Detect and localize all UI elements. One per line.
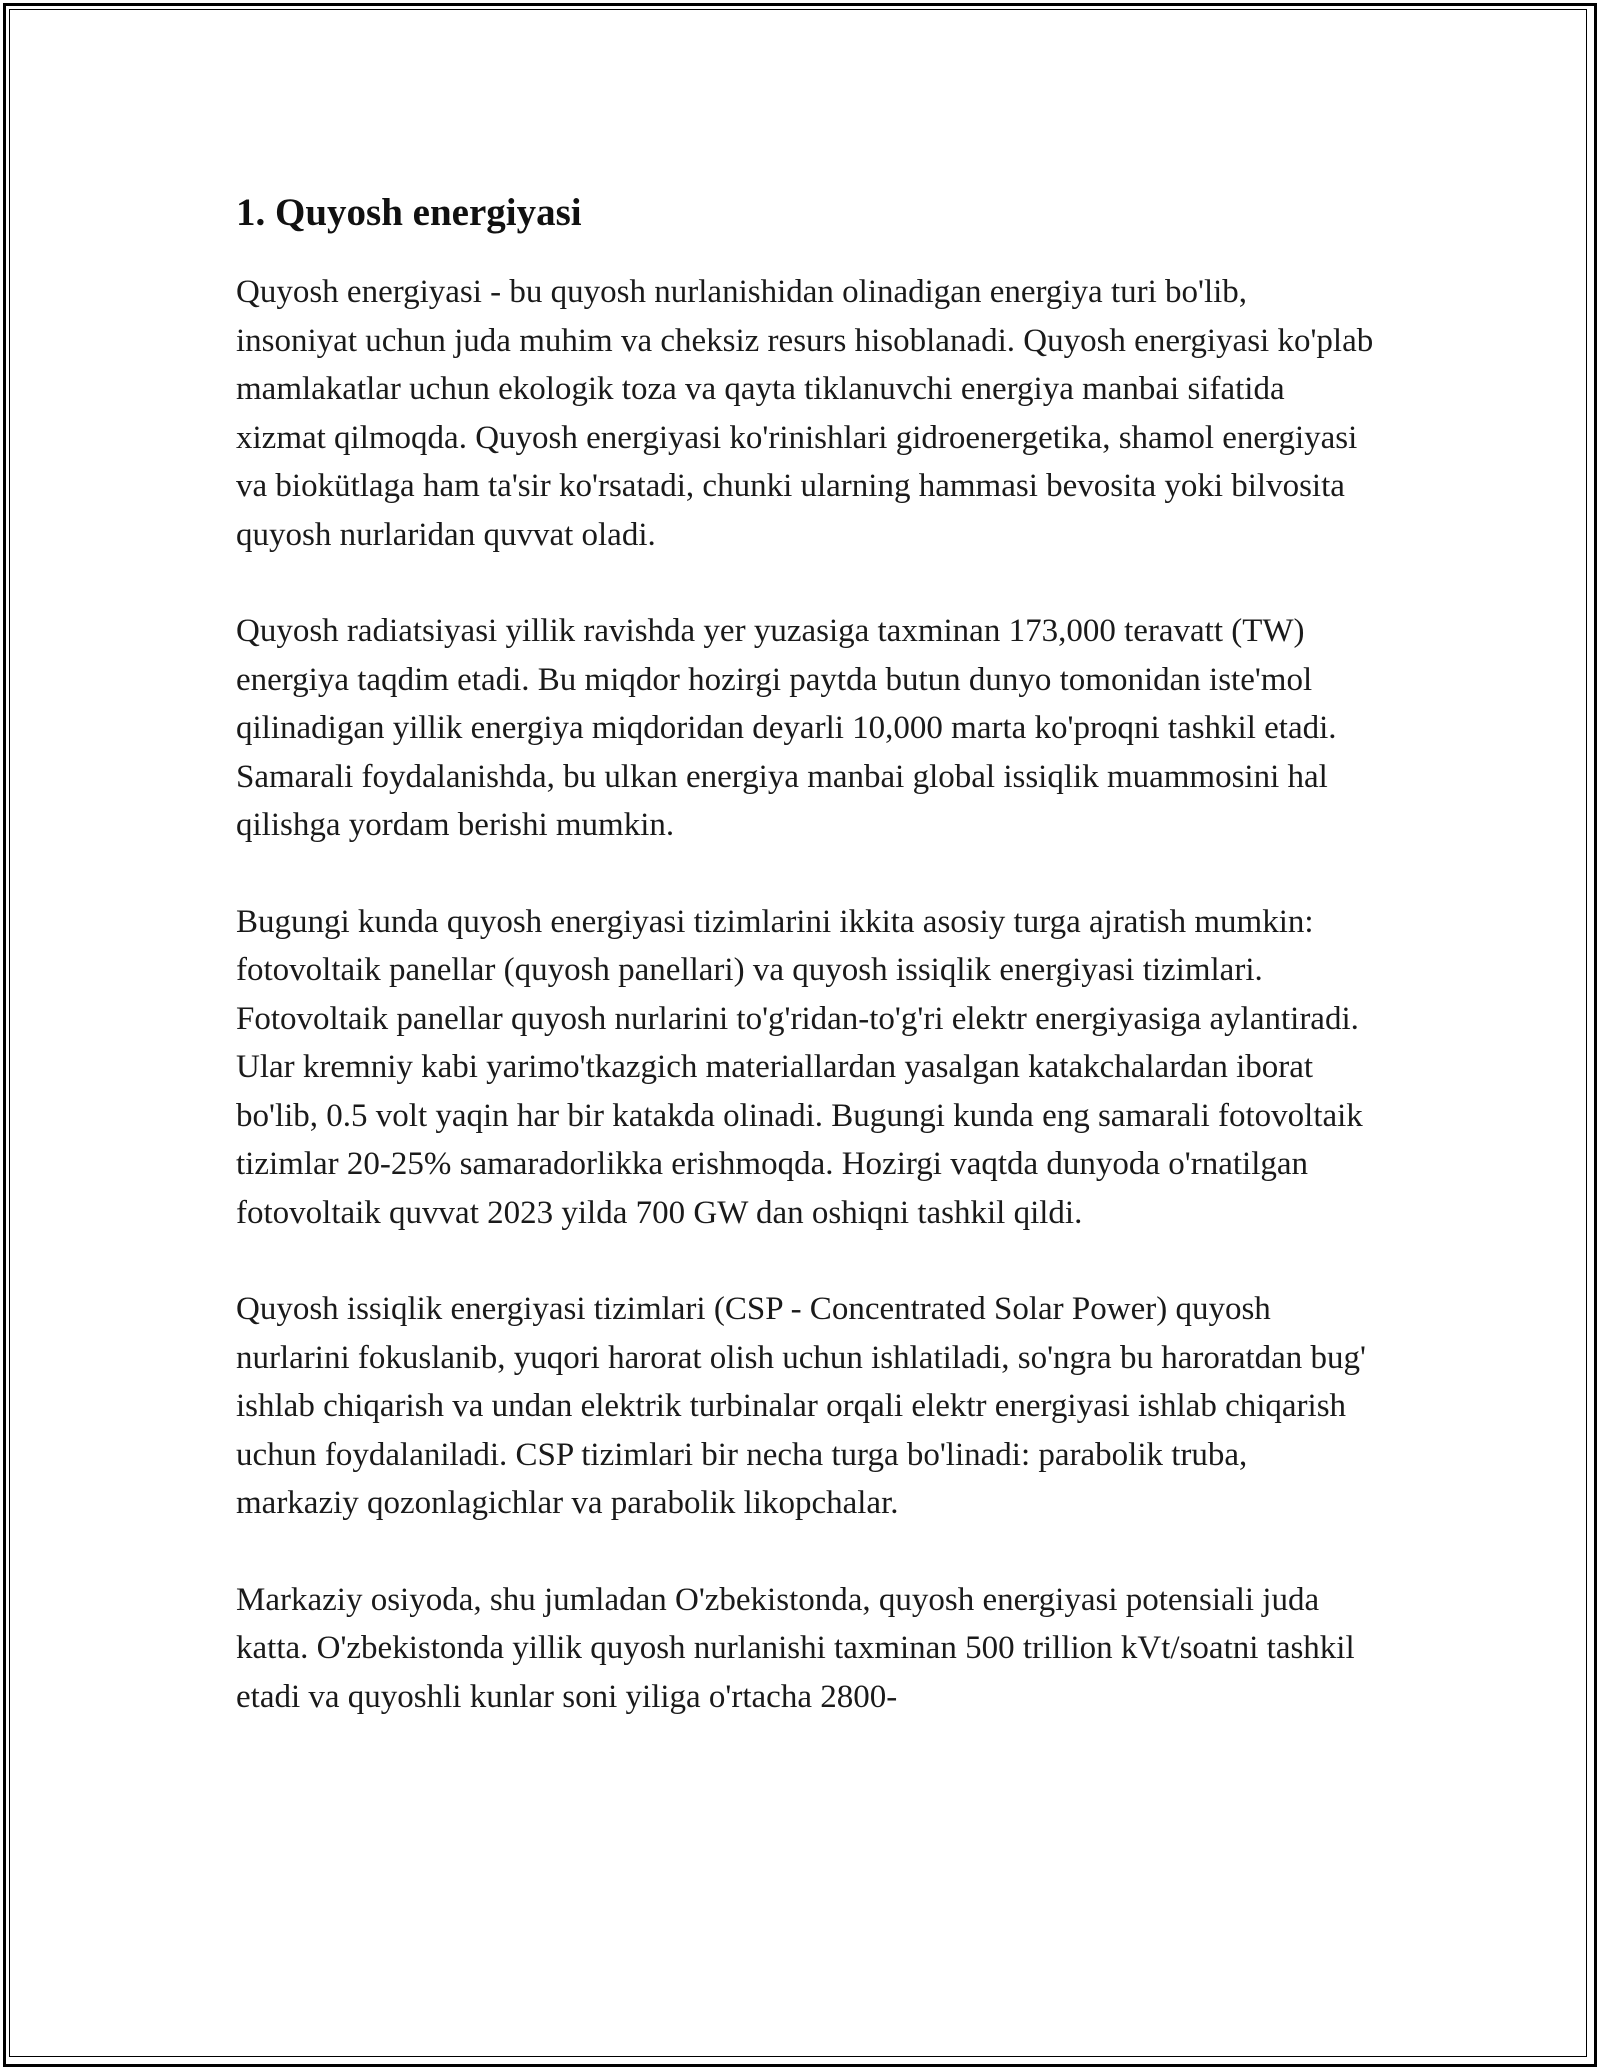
paragraph-intro: Quyosh energiyasi - bu quyosh nurlanishidan olinadigan energiya turi bo'lib, insoniyat uchun juda muhim va cheksiz resurs hisoblanadi. Quyosh energiyasi ko'plab mamlakatlar uchun ekologik toza va qayta tiklanuvchi energiya manbai sifatida xizmat qilmoqda. Quyosh energiyasi ko'rinishlari gidroenergetika, shamol energiyasi va biokütlaga ham ta'sir ko'rsatadi, chunki ularning hammasi bevosita yoki bilvosita quyosh nurlaridan quvvat oladi. [236, 274, 1374, 553]
section-heading: 1. Quyosh energiyasi [236, 191, 582, 234]
paragraph-photovoltaic: Bugungi kunda quyosh energiyasi tizimlarini ikkita asosiy turga ajratish mumkin: fotovoltaik panellar (quyosh panellari) va quyosh issiqlik energiyasi tizimlari. Fotovoltaik panellar quyosh nurlarini to'g'ridan-to'g'ri elektr energiyasiga aylantiradi. Ular kremniy kabi yarimo'tkazgich materiallardan yasalgan katakchalardan iborat bo'lib, 0.5 volt yaqin har bir katakda olinadi. Bugungi kunda eng samarali fotovoltaik tizimlar 20-25% samaradorlikka erishmoqda. Hozirgi vaqtda dunyoda o'rnatilgan fotovoltaik quvvat 2023 yilda 700 GW dan oshiqni tashkil qildi. [236, 903, 1363, 1231]
paragraph-uzbekistan: Markaziy osiyoda, shu jumladan O'zbekistonda, quyosh energiyasi potensiali juda katta. O'zbekistonda yillik quyosh nurlanishi taxminan 500 trillion kVt/soatni tashkil etadi va quyoshli kunlar soni yiliga o'rtacha 2800- [236, 1581, 1355, 1715]
document-body [236, 186, 1376, 1721]
paragraph-radiation: Quyosh radiatsiyasi yillik ravishda yer yuzasiga taxminan 173,000 teravatt (TW) energiya taqdim etadi. Bu miqdor hozirgi paytda butun dunyo tomonidan iste'mol qilinadigan yillik energiya miqdoridan deyarli 10,000 marta ko'proqni tashkil etadi. Samarali foydalanishda, bu ulkan energiya manbai global issiqlik muammosini hal qilishga yordam berishi mumkin. [236, 613, 1337, 843]
paragraph-csp: Quyosh issiqlik energiyasi tizimlari (CSP - Concentrated Solar Power) quyosh nurlarini fokuslanib, yuqori harorat olish uchun ishlatiladi, so'ngra bu haroratdan bug' ishlab chiqarish va undan elektrik turbinalar orqali elektr energiyasi ishlab chiqarish uchun foydalaniladi. CSP tizimlari bir necha turga bo'linadi: parabolik truba, markaziy qozonlagichlar va parabolik likopchalar. [236, 1291, 1366, 1521]
